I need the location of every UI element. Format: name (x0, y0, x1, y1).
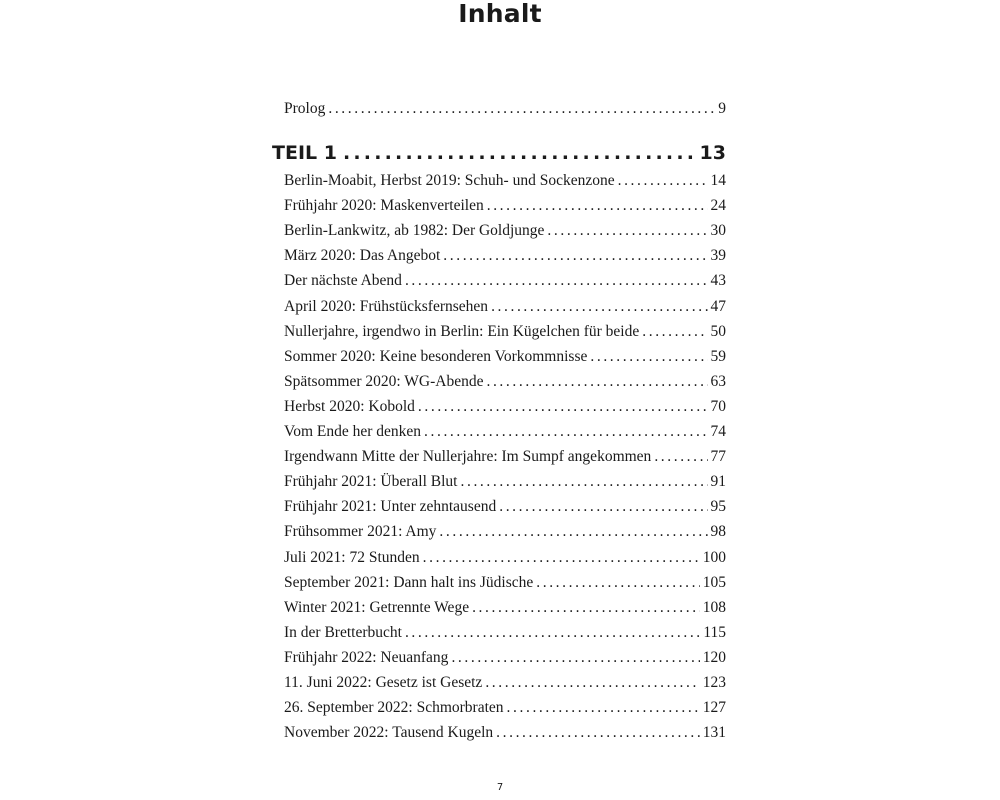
toc-entry-page: 98 (710, 523, 726, 541)
dot-leader (418, 394, 708, 419)
toc-entry-label: 11. Juni 2022: Gesetz ist Gesetz (284, 673, 483, 691)
dot-leader (618, 168, 708, 193)
toc-entry (284, 670, 726, 695)
dot-leader (642, 319, 707, 344)
toc-entry-label: Prolog (284, 100, 326, 117)
toc-entry-label: Frühsommer 2021: Amy (284, 523, 437, 541)
toc-entry (284, 545, 726, 570)
toc-entry-label: Nullerjahre, irgendwo in Berlin: Ein Kügelchen für beide (284, 322, 640, 340)
dot-leader (451, 645, 699, 670)
toc-entry-label: September 2021: Dann halt ins Jüdische (284, 573, 534, 591)
toc-entry-page: 74 (710, 423, 726, 441)
toc-entry-page: 39 (710, 247, 726, 265)
toc-entry-label: Frühjahr 2021: Überall Blut (284, 473, 458, 491)
dot-leader (487, 193, 708, 218)
toc-entry-label: Juli 2021: 72 Stunden (284, 548, 420, 566)
toc-entry (284, 444, 726, 469)
dot-leader (507, 695, 700, 720)
dot-leader (499, 494, 707, 519)
toc-entry-label: Herbst 2020: Kobold (284, 397, 415, 415)
toc-entry-page: 30 (710, 222, 726, 240)
toc-entry-page: 120 (702, 648, 726, 666)
dot-leader (491, 294, 707, 319)
toc-entry (284, 319, 726, 344)
table-of-contents (272, 96, 726, 745)
dot-leader (439, 519, 707, 544)
dot-leader (423, 545, 700, 570)
toc-entry (284, 469, 726, 494)
toc-entry (284, 193, 726, 218)
toc-entry-page: 70 (710, 397, 726, 415)
toc-entry-page: 14 (710, 172, 726, 190)
toc-entry (284, 519, 726, 544)
toc-entry-page: 47 (710, 297, 726, 315)
toc-entry-prolog (284, 96, 726, 121)
toc-entry (284, 243, 726, 268)
dot-leader (536, 570, 700, 595)
toc-entry-label: Sommer 2020: Keine besonderen Vorkommnisse (284, 347, 588, 365)
dot-leader (424, 419, 707, 444)
toc-entry-label: Frühjahr 2020: Maskenverteilen (284, 197, 484, 215)
toc-entry-label: März 2020: Das Angebot (284, 247, 441, 265)
toc-entry (284, 344, 726, 369)
toc-entry (284, 268, 726, 293)
toc-entry-page: 63 (710, 372, 726, 390)
toc-entry-label: Irgendwann Mitte der Nullerjahre: Im Sumpf angekommen (284, 448, 652, 466)
toc-entry (284, 570, 726, 595)
dot-leader (343, 138, 694, 168)
toc-entry-label: In der Bretterbucht (284, 623, 402, 641)
dot-leader (485, 670, 699, 695)
toc-entry-label: Frühjahr 2022: Neuanfang (284, 648, 449, 666)
dot-leader (461, 469, 708, 494)
dot-leader (328, 96, 715, 121)
toc-entry-list (284, 168, 726, 745)
toc-entry (284, 168, 726, 193)
dot-leader (590, 344, 707, 369)
toc-entry-label: Vom Ende her denken (284, 423, 422, 441)
toc-entry-label: Der nächste Abend (284, 272, 402, 290)
toc-entry (284, 369, 726, 394)
toc-part-heading (272, 138, 726, 168)
dot-leader (547, 218, 707, 243)
toc-entry (284, 294, 726, 319)
toc-entry (284, 620, 726, 645)
toc-entry (284, 218, 726, 243)
toc-entry (284, 645, 726, 670)
dot-leader (496, 720, 700, 745)
toc-entry-label: Frühjahr 2021: Unter zehntausend (284, 498, 497, 516)
toc-entry (284, 720, 726, 745)
toc-entry-page: 59 (710, 347, 726, 365)
dot-leader (443, 243, 707, 268)
toc-entry-page: 123 (702, 673, 726, 691)
toc-entry-page: 50 (710, 322, 726, 340)
page-number: 7 (496, 782, 504, 793)
toc-entry-label: Spätsommer 2020: WG-Abende (284, 372, 484, 390)
toc-entry-page: 131 (702, 724, 726, 742)
part-page: 13 (699, 142, 726, 165)
toc-entry-label: Winter 2021: Getrennte Wege (284, 598, 470, 616)
toc-entry (284, 595, 726, 620)
page-title: Inhalt (458, 0, 542, 28)
toc-entry-page: 115 (703, 623, 726, 641)
toc-entry-page: 9 (718, 100, 726, 117)
toc-entry (284, 394, 726, 419)
part-label: TEIL 1 (272, 142, 337, 165)
toc-entry-page: 77 (710, 448, 726, 466)
toc-entry (284, 419, 726, 444)
toc-entry-label: 26. September 2022: Schmorbraten (284, 699, 504, 717)
toc-entry-label: April 2020: Frühstücksfernsehen (284, 297, 489, 315)
toc-entry-page: 24 (710, 197, 726, 215)
toc-entry (284, 494, 726, 519)
toc-entry-page: 108 (702, 598, 726, 616)
toc-entry-page: 95 (710, 498, 726, 516)
toc-entry-page: 91 (710, 473, 726, 491)
toc-entry-label: Berlin-Moabit, Herbst 2019: Schuh- und Sockenzone (284, 172, 615, 190)
toc-entry-page: 43 (710, 272, 726, 290)
toc-entry (284, 695, 726, 720)
toc-entry-page: 105 (702, 573, 726, 591)
dot-leader (405, 268, 708, 293)
toc-entry-page: 100 (702, 548, 726, 566)
dot-leader (405, 620, 700, 645)
dot-leader (654, 444, 707, 469)
dot-leader (472, 595, 700, 620)
toc-entry-label: Berlin-Lankwitz, ab 1982: Der Goldjunge (284, 222, 545, 240)
dot-leader (486, 369, 707, 394)
toc-entry-page: 127 (702, 699, 726, 717)
toc-entry-label: November 2022: Tausend Kugeln (284, 724, 494, 742)
